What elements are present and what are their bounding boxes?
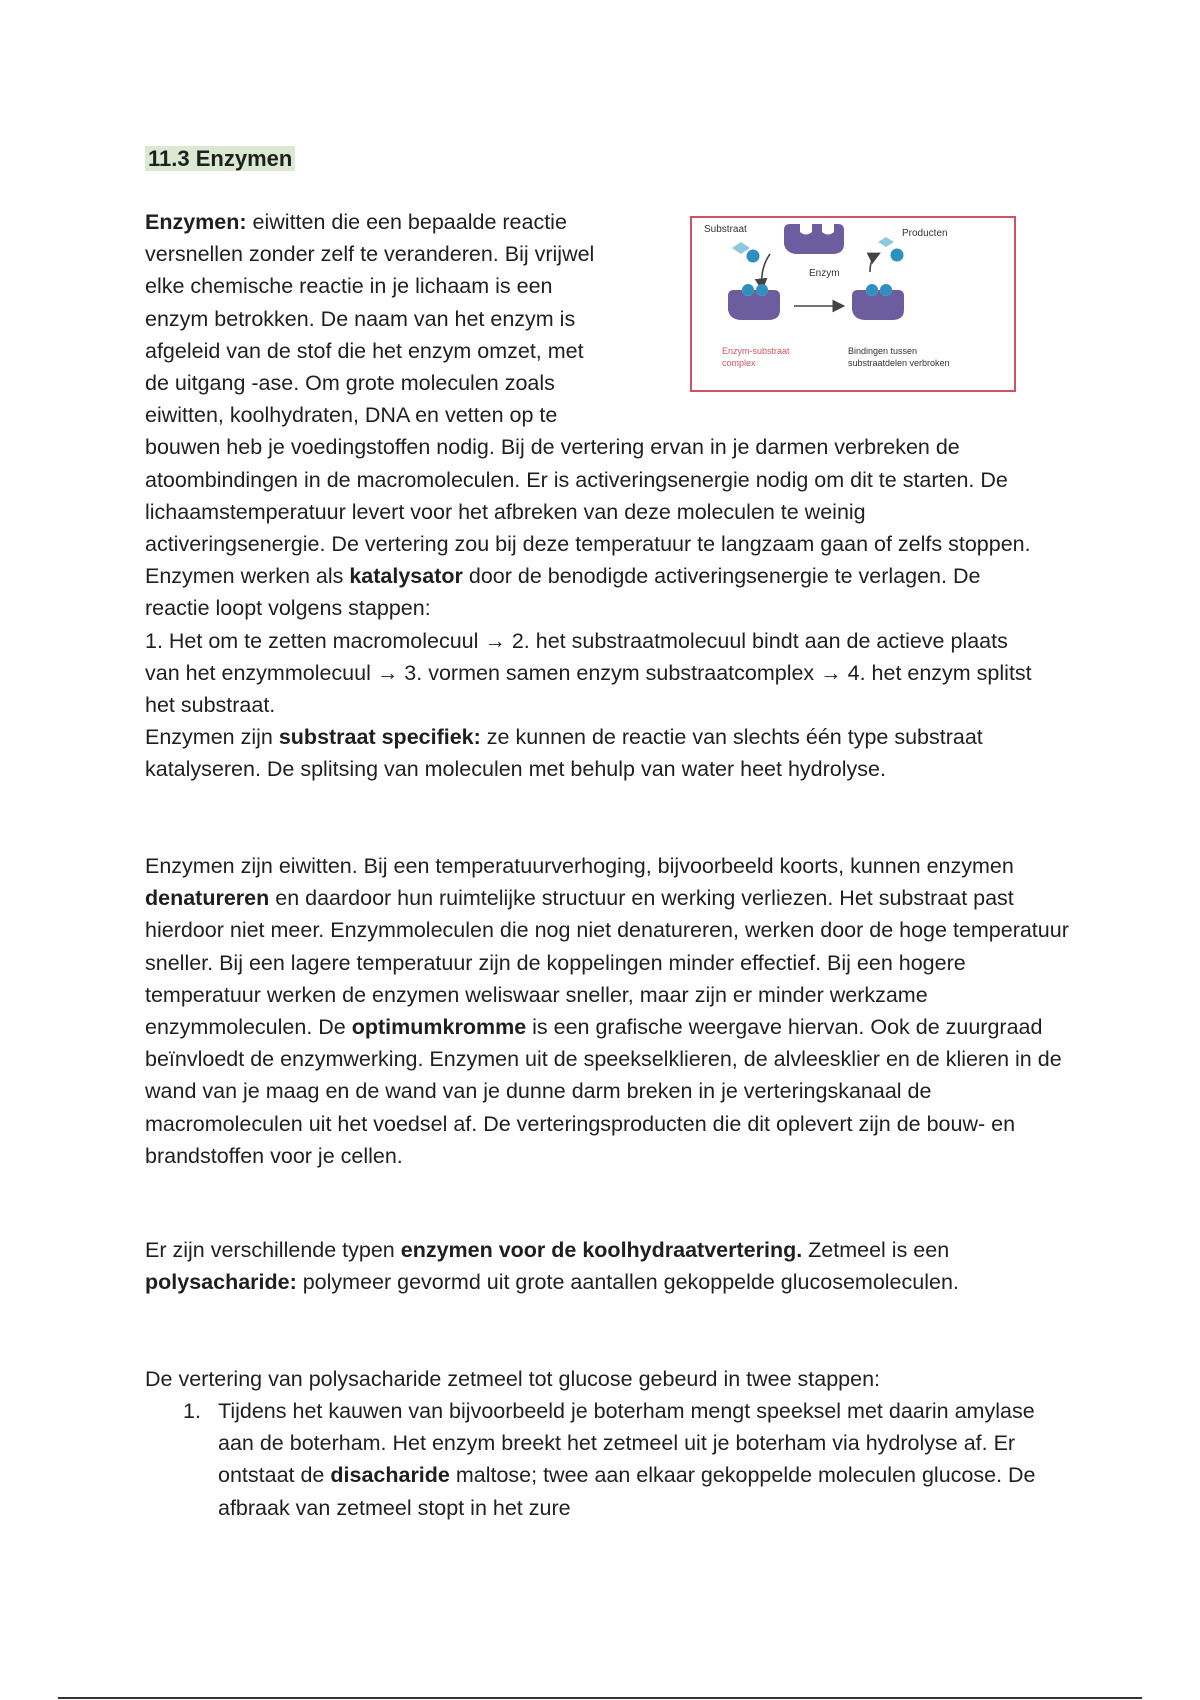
text-run: Enzymen zijn eiwitten. Bij een temperatuurverhoging, bijvoorbeeld koorts, kunnen enzymen xyxy=(145,854,1014,878)
complex-label: complex xyxy=(722,358,756,368)
text-run: Zetmeel is een xyxy=(802,1238,950,1262)
text-run: bouwen heb je voedingstoffen nodig. Bij de vertering ervan in je darmen verbreken de atoombindingen in de macromoleculen. Er is activeringsenergie nodig om dit te starten. De lichaamstemperatuur levert voor het afbreken van deze moleculen te weinig activeringsenergie. De vertering zou bij deze temperatuur te langzaam gaan of zelfs stoppen. Enzymen werken als xyxy=(145,435,1031,589)
text-run: is een grafische weergave hiervan. Ook de zuurgraad beïnvloedt de enzymwerking. Enzymen uit de speekselklieren, de alvleesklier en de klieren in de wand van je maag en de wand van je dunne darm breken in je verteringskanaal de macromoleculen uit het voedsel af. De verteringsproducten die dit oplevert zijn de bouw- en brandstoffen voor je cellen. xyxy=(145,1015,1062,1168)
list-item xyxy=(145,1395,1045,1524)
text-run: polymeer gevormd uit grote aantallen gekoppelde glucosemoleculen. xyxy=(296,1270,959,1295)
term-denature: denatureren xyxy=(145,886,270,911)
text-run: en daardoor hun ruimtelijke structuur en werking verliezen. Het substraat past hierdoor niet meer. Enzymmoleculen die nog niet denatureren, werken door de hoge temperatuur sneller. Bij een lagere temperatuur zijn de koppelingen minder effectief. Bij een hogere temperatuur werken de enzymen weliswaar sneller, maar zijn er minder werkzame enzymmoleculen. De xyxy=(145,886,1069,1040)
text-run: maltose; twee aan elkaar gekoppelde moleculen glucose. De afbraak van zetmeel stopt in het zure xyxy=(218,1463,1036,1520)
text-line: de uitgang -ase. Om grote moleculen zoals xyxy=(145,371,555,396)
text-line: Enzymen: eiwitten die een bepaalde reactie xyxy=(145,210,567,234)
text-line: elke chemische reactie in je lichaam is een xyxy=(145,274,553,299)
text-run: Er zijn verschillende typen xyxy=(145,1238,401,1262)
text-run: Tijdens het kauwen van bijvoorbeeld je boterham mengt speeksel met daarin amylase aan de boterham. Het enzym breekt het zetmeel uit je boterham via hydrolyse af. Er ontstaat de xyxy=(218,1399,1035,1488)
carbohydrate-paragraph xyxy=(145,1234,1075,1298)
footer-divider xyxy=(58,1697,1142,1699)
text-line: versnellen zonder zelf te veranderen. Bij vrijwel xyxy=(145,242,595,267)
term-carb-enzymes: enzymen voor de koolhydraatvertering. xyxy=(400,1238,803,1262)
text-run: ze kunnen de reactie van slechts één type substraat katalyseren. De splitsing van moleculen met behulp van water heet hydrolyse. xyxy=(145,725,983,782)
list-number: 1. xyxy=(183,1399,201,1423)
text-line: afgeleid van de stof die het enzym omzet, met xyxy=(145,338,584,363)
term-optimum-curve: optimumkromme xyxy=(351,1015,527,1040)
digestion-steps-list xyxy=(145,1395,1045,1524)
text-run: Enzymen zijn xyxy=(145,725,279,750)
term-polysaccharide: polysacharide: xyxy=(145,1270,297,1295)
reaction-steps: 1. Het om te zetten macromolecuul → 2. het substraatmolecuul bindt aan de actieve plaats van het enzymmolecuul → 3. vormen samen enzym substraatcomplex → 4. het enzym splitst het substraat. xyxy=(145,628,1032,718)
substrate-label: Substraat xyxy=(704,224,747,235)
complex-label: Enzym-substraat xyxy=(722,346,790,356)
term-catalyst: katalysator xyxy=(349,564,463,589)
section-heading: 11.3 Enzymen xyxy=(145,143,295,175)
digestion-intro: De vertering van polysacharide zetmeel tot glucose gebeurd in twee stappen: xyxy=(145,1367,881,1391)
enzymes-intro-paragraph xyxy=(145,206,1045,786)
denaturation-paragraph xyxy=(145,850,1075,1172)
text-line: enzym betrokken. De naam van het enzym is xyxy=(145,306,576,331)
enzyme-label: Enzym xyxy=(809,268,840,279)
text-line: eiwitten, koolhydraten, DNA en vetten op te xyxy=(145,403,558,428)
bonds-broken-label: Bindingen tussen xyxy=(848,346,918,356)
term-enzymes: Enzymen: xyxy=(145,210,247,234)
bonds-broken-label: substraatdelen verbroken xyxy=(848,358,950,368)
products-label: Producten xyxy=(902,228,948,239)
term-substrate-specific: substraat specifiek: xyxy=(278,725,481,750)
text-run: door de benodigde activeringsenergie te verlagen. De reactie loopt volgens stappen: xyxy=(145,564,981,621)
term-disaccharide: disacharide xyxy=(330,1463,450,1488)
